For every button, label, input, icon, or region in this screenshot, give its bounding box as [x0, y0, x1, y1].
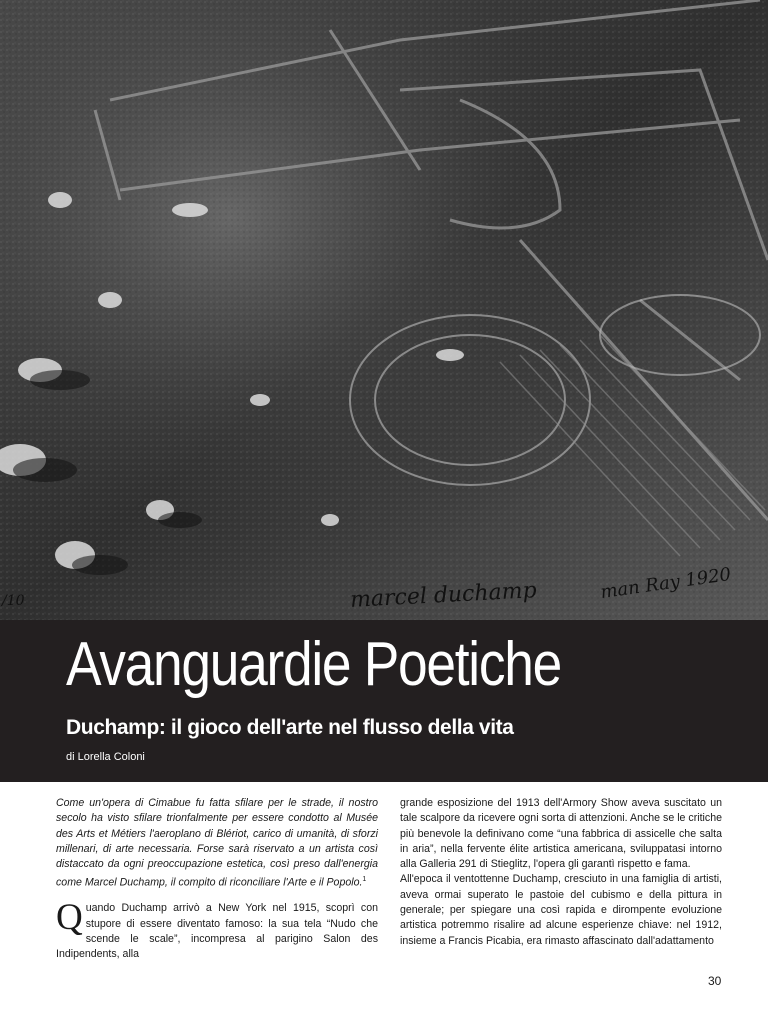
drop-cap: Q	[56, 897, 83, 939]
title-banner	[0, 620, 768, 782]
body-paragraph: All'epoca il ventottenne Duchamp, cresciuto in una famiglia di artisti, aveva ormai superato le pastoie del cubismo e della pittura in generale; per spiegare una così rapida e dirompente evoluzione artistica potremmo risalire ad alcune esperienze chiave: nel 1912, insieme a Francis Picabia, era rimasto affascinato dall'adattamento	[400, 873, 722, 947]
text-column-right	[400, 796, 722, 949]
intro-text: Come un'opera di Cimabue fu fatta sfilare per le strade, il nostro secolo ha visto sfilare trionfalmente per essere condotto al Musée des Arts et Métiers l'aeroplano di Blériot, carico di umanità, di sforzi millenari, di arte necessaria. Forse sarà riservato a un artista così distaccato da ogni preoccupazione estetica, così preso dall'energia come Marcel Duchamp, il compito di riconciliare l'Arte e il Popolo.	[56, 797, 378, 890]
text-column-left	[56, 796, 378, 963]
intro-paragraph	[56, 796, 378, 891]
man-ray-signature: man Ray 1920	[599, 563, 733, 604]
footnote-marker: 1	[362, 876, 367, 884]
body-paragraph-continued: grande esposizione del 1913 dell'Armory Show aveva suscitato un tale scalpore da ricevere ogni sorta di attenzioni. Anche se le critiche più benevole la definivano come “una fabbrica di assicelle che salta in aria”, nella fervente élite artistica americana, sviluppatasi intorno alla Galleria 291 di Stieglitz, l'opera gli garantì rispetto e fama.	[400, 797, 722, 871]
paragraph-text: uando Duchamp arrivò a New York nel 1915, scoprì con stupore di essere diventato famoso: la sua tela “Nudo che scende le scale”, incompresa al parigino Salon des Indipendents, alla	[56, 902, 378, 961]
page-title: Avanguardie Poetiche	[66, 630, 561, 699]
article-subtitle: Duchamp: il gioco dell'arte nel flusso della vita	[66, 716, 514, 739]
page-number: 30	[708, 974, 722, 988]
duchamp-signature: marcel duchamp	[349, 578, 538, 613]
author-byline: di Lorella Coloni	[66, 751, 145, 763]
edition-mark: /10	[2, 593, 25, 609]
body-paragraph	[56, 897, 378, 962]
